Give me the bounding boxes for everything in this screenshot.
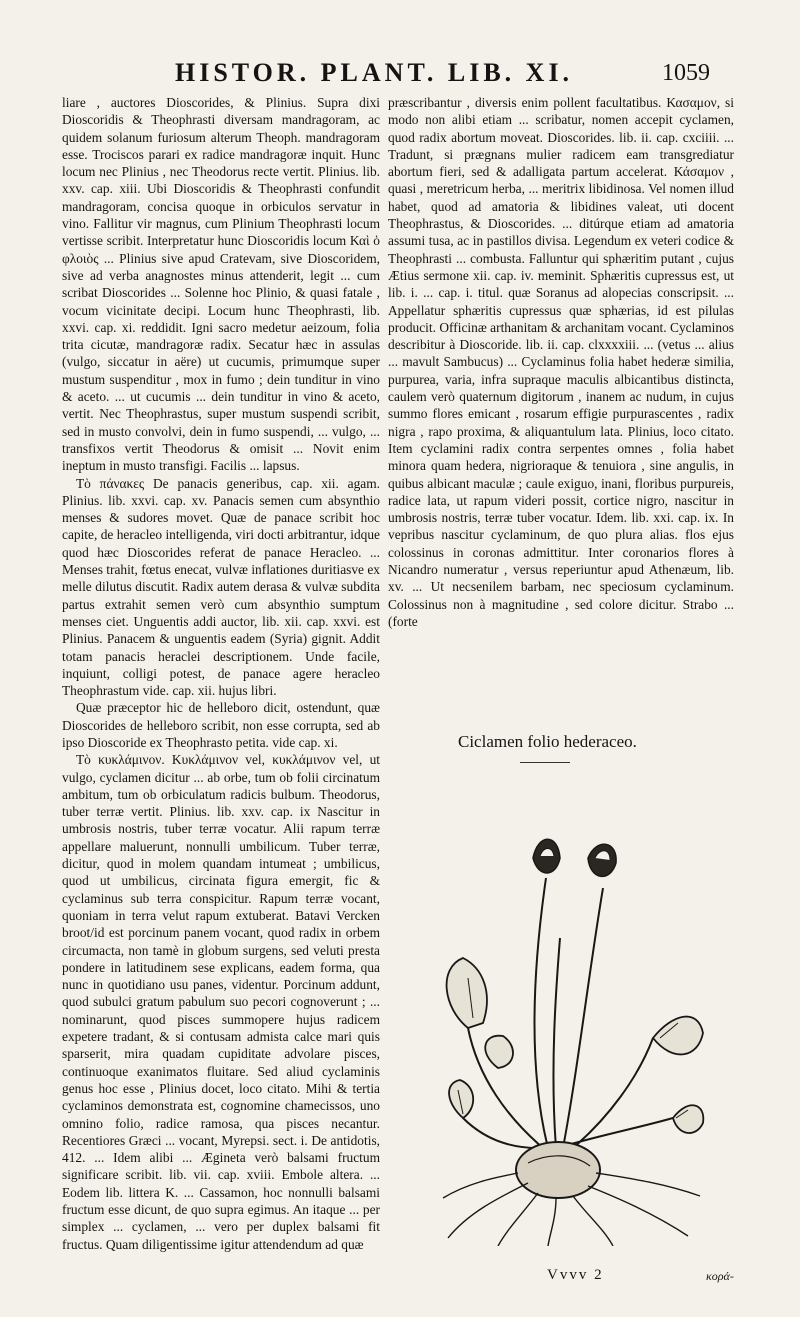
running-title: HISTOR. PLANT. LIB. XI. [175, 58, 574, 87]
page-number: 1059 [662, 60, 710, 86]
paragraph: Τὸ πάνακες De panacis generibus, cap. xii. agam. Plinius. lib. xxvi. cap. xv. Panacis semen cum absynthio menses & sudores movet. Quæ de panace scribit hoc capite, de heracleo intelligenda, viri docti arbitrantur, idque quod hæc Dioscorides referat de panace Heracleo. ... Menses trahit, fœtus enecat, vulvæ inflationes duritiasve ex melle dilutus discutit. Radix autem derasa & vulvæ subdita partus extrahit semen verò cum absynthio sumptum menses ciet. Unguentis addi auctor, lib. xii. cap. xxvi. est Plinius. Panacem & unguentis eadem (Syria) gignit. Addit totam panacis heraclei descriptionem. Unde facile, inquiunt, colligi potest, de panace agere heracleo Theophrastum vide. cap. xii. hujus libri. [62, 475, 380, 699]
caption-rule [520, 762, 570, 763]
paragraph: præscribantur , diversis enim pollent facultatibus. Κασαμον, si modo non alibi etiam ... scribatur, nomen accepit cyclamen, quod radix abortum moveat. Dioscorides. lib. ii. cap. cxciiii. ... Tradunt, si prægnans mulier radicem eam transgrediatur abortum fieri, sed & adalligata partum accelerat. Κάσαμον , quasi , meretricum herba, ... meritrix libidinosa. Vel nomen illud habet, quod ad amatoria & libidines valeat, uti docent Theophrastus, & Dioscorides. ... ditúrque etiam ad amatoria assumi tusa, ac in pastillos divisa. Legendum ex veteri codice & Theophrasti ... combusta. Falluntur qui sphæritim putant , cujus Ætius sermone xii. cap. iv. meminit. Sphæritis cupressus est, ut lib. i. ... cap. i. titul. quæ Soranus ad alopecias conscripsit. ... Appellatur sphæritis cupressus quæ sphærias, id est pilulas producit. Officinæ arthanitam & archanitam vocant. Cyclaminos describitur à Dioscoride. lib. ii. cap. clxxxxiii. ... (vetus ... alius ... mavult Sambucus) ... Cyclaminus folia habet hederæ similia, purpurea, varia, infra supraque maculis albicantibus distincta, caulem verò quaternum digitorum , inanem ac nudum, in cujus summo flores emicant , rosarum effigie purpurascentes , radix nigra , rapo proxima, & aliquantulum lata. Plinius, loco citato. Item cyclamini radix contra serpentes omnes , folia habet minora quam hedera, nigrioraque & tenuiora , sine angulis, in quibus albicant maculæ ; caule exiguo, inani, floribus purpureis, radice lata, ut rapum videri possit, cortice nigro, nascitur in umbrosis nostris, terræ tuber vocatur. Idem. lib. xxi. cap. ix. In vepribus nascitur cyclaminum, de quo plura alias. flos ejus colossinus in coronas admittitur. Inter coronarios flores à Nicandro numeratur , versus reperiuntur apud Athenæum, lib. xv. ... Ut necsenilem barbam, nec speciosum cyclaminum. Colossinus non à magnitudine , sed colore dicitur. Strabo ... (forte [388, 95, 734, 629]
cyclamen-plant-drawing [438, 818, 708, 1246]
signature-mark: Vvvv 2 [547, 1267, 604, 1283]
paragraph: Τὸ κυκλάμινον. Κυκλάμινον vel, κυκλάμινον vel, ut vulgo, cyclamen dicitur ... ab orbe, tum ob folii circinatum ambitum, tum ob orbiculatum radicis bulbum. Theodorus, tuber terræ vertit. Plinius. lib. xxv. cap. ix Nascitur in umbrosis nostris, tuber terræ vocatur. Alii rapum terræ appellare maluerunt, nonnulli umbilicum. Tuber terræ, dicitur, quod in molem quandam intumeat ; umbilicus, quod ut umbilicus, circinata figura emergit, fic & cyclaminus sub terra conspicitur. Rapum terræ vocant, quoniam in terra velut rapum extuberat. Batavi Vercken broot/id est porcinum panem vocant, quod radix in orbem circumacta, non tamè in globum surgens, sed veluti presta pondere in latitudinem sese explicans, eadem forma, qua nunc in quotidiano usu panes, videntur. Porcinum addunt, quod subulci gratum pabulum suo pecori cognoverunt ; ... nominarunt, quod pisces summopere hujus radicem expetere tradant, & si contusam admista calce mari quis sparserit, mira quadam cupiditate advolare pisces, continuoque exanimatos fluitare. Sed aliud cyclaminis genus hoc esse , Plinius docet, loco citato. Mihi & tertia cyclaminos demonstrata est, cognomine chamecissos, uno omnino folio, radice ramosa, qua pisces necantur. Recentiores Græci ... vocant, Myrepsi. sect. i. De antidotis, 412. ... Idem alibi ... Ægineta verò balsami fructum significare scribit. lib. vii. cap. xviii. Embole altera. ... Eodem lib. littera K. ... Cassamon, hoc nonnulli balsami fructum esse dicunt, de quo supra egimus. An itaque ... per simplex ... cyclamen, ... vero per duplex balsami fit fructus. Quam diligentissime igitur attendendum ad quæ [62, 752, 380, 1252]
running-header [0, 58, 800, 92]
right-column [388, 94, 734, 630]
figure-caption: Ciclamen folio hederaceo. [458, 732, 637, 751]
paragraph: Quæ præceptor hic de helleboro dicit, ostendunt, quæ Dioscorides de helleboro scribit, non esse corrupta, sed ab ipso Dioscoride ex Theophrasto petita. vide cap. xi. [62, 700, 380, 750]
paragraph: liare , auctores Dioscorides, & Plinius. Supra dixi Dioscoridis & Theophrasti diversam mandragoram, ac quidem solanum furiosum alterum Theoph. mandragoram esse. Trociscos parari ex radice mandragoræ inquit. Hunc locum nec Plinius , nec Theodorus recte vertit. Plinius. lib. xxv. cap. xiii. Ubi Dioscoridis & Theophrasti confundit mandragoram, concisa quoque in orbiculos servatur in vino. Fallitur vir magnus, cum Plinium Theophrasti locum vertisse scribit. Interpretatur hunc Dioscoridis locum Καὶ ὁ φλοιὸς ... Plinius sive apud Cratevam, sive Dioscoridem, sive ad verba anagnostes minus attenderit, legit ... cum scribat Dioscorides ... Solenne hoc Plinio, & quasi fatale , vocum vicinitate decipi. Locum hunc Theophrasti, lib. xxvi. cap. xi. reddidit. Igni sacro medetur aeizoum, folia trita cicutæ, mandragoræ radix. Secatur hæc in assulas (vulgo, siccatur in aëre) ut cucumis, primumque super mustum suspenditur , mox in fumo ; dein tunditur in vino & aceto. ... ut cucumis ... dein tunditur in vino & aceto, vertit. Nec Theophrastus, super mustum suspendi scribit, sed in musto convolvi, dein in fumo suspendi, ... vulgo, ... transfixos vertit Theodorus & omisit ... Novit enim ineptum in musto transfigi. Facilis ... lapsus. [62, 95, 380, 474]
catchword: κορά- [706, 1269, 734, 1283]
left-column [62, 94, 380, 1253]
cyclamen-woodcut-illustration [438, 818, 708, 1246]
